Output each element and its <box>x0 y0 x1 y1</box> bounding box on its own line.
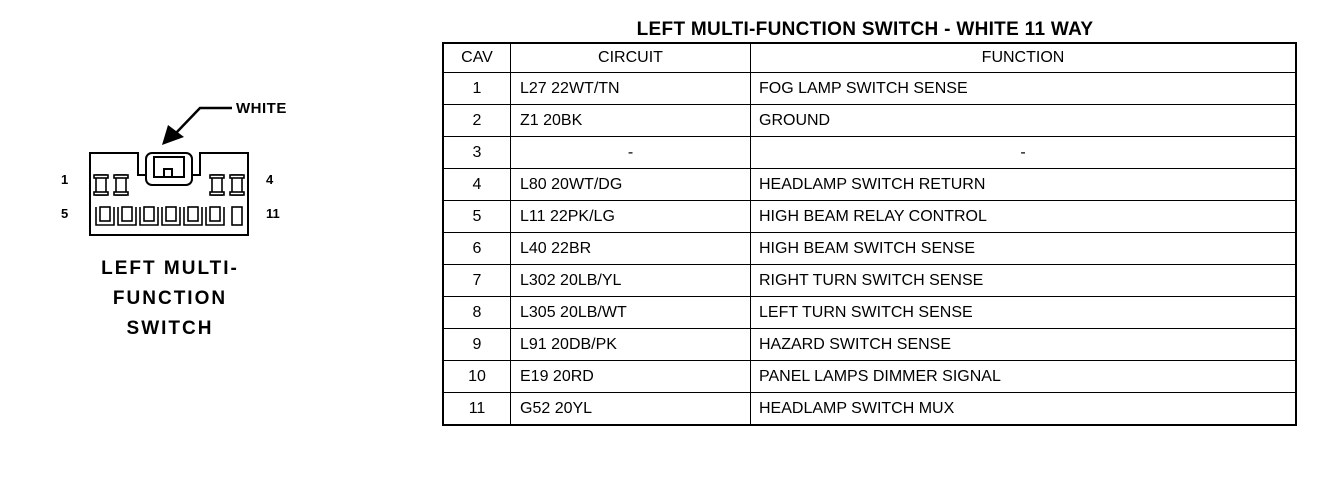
cell-function: FOG LAMP SWITCH SENSE <box>751 73 1297 105</box>
cell-cav: 3 <box>443 137 511 169</box>
cell-cav: 4 <box>443 169 511 201</box>
cell-function: HAZARD SWITCH SENSE <box>751 329 1297 361</box>
cell-circuit: Z1 20BK <box>511 105 751 137</box>
cell-function: LEFT TURN SWITCH SENSE <box>751 297 1297 329</box>
header-circuit: CIRCUIT <box>511 43 751 73</box>
connector-face-drawing <box>70 95 270 245</box>
pin-number-bottom-right: 11 <box>266 206 280 221</box>
cell-cav: 7 <box>443 265 511 297</box>
cell-cav: 1 <box>443 73 511 105</box>
table-row <box>443 297 1296 329</box>
cell-function: HEADLAMP SWITCH RETURN <box>751 169 1297 201</box>
cell-cav: 8 <box>443 297 511 329</box>
callout-arrow <box>176 108 232 133</box>
bottom-row-cavities <box>96 207 242 225</box>
connector-name-line: FUNCTION <box>112 288 228 309</box>
cell-cav: 5 <box>443 201 511 233</box>
pinout-table <box>442 42 1297 426</box>
cell-circuit: L302 20LB/YL <box>511 265 751 297</box>
cell-function: - <box>751 137 1297 169</box>
cell-function: HIGH BEAM RELAY CONTROL <box>751 201 1297 233</box>
pin-number-bottom-left: 5 <box>61 206 69 221</box>
cell-function: HEADLAMP SWITCH MUX <box>751 393 1297 426</box>
connector-name <box>80 254 260 344</box>
table-row <box>443 393 1296 426</box>
table-header-row <box>443 43 1296 73</box>
cell-function: GROUND <box>751 105 1297 137</box>
header-cav: CAV <box>443 43 511 73</box>
cell-cav: 6 <box>443 233 511 265</box>
table-row <box>443 137 1296 169</box>
cell-circuit: L27 22WT/TN <box>511 73 751 105</box>
cell-cav: 2 <box>443 105 511 137</box>
cell-circuit: L80 20WT/DG <box>511 169 751 201</box>
table-row <box>443 233 1296 265</box>
pin-number-top-left: 1 <box>61 172 69 187</box>
cell-circuit: L91 20DB/PK <box>511 329 751 361</box>
cell-function: PANEL LAMPS DIMMER SIGNAL <box>751 361 1297 393</box>
table-row <box>443 361 1296 393</box>
connector-color-label: WHITE <box>236 100 287 117</box>
table-row <box>443 201 1296 233</box>
table-row <box>443 73 1296 105</box>
cell-cav: 11 <box>443 393 511 426</box>
cell-function: RIGHT TURN SWITCH SENSE <box>751 265 1297 297</box>
table-title: LEFT MULTI-FUNCTION SWITCH - WHITE 11 WAY <box>636 19 1094 40</box>
cell-circuit: L11 22PK/LG <box>511 201 751 233</box>
table-row <box>443 329 1296 361</box>
cell-circuit: L40 22BR <box>511 233 751 265</box>
cell-function: HIGH BEAM SWITCH SENSE <box>751 233 1297 265</box>
table-row <box>443 105 1296 137</box>
cell-circuit: G52 20YL <box>511 393 751 426</box>
table-row <box>443 169 1296 201</box>
cell-cav: 9 <box>443 329 511 361</box>
connector-name-line: SWITCH <box>126 318 214 339</box>
header-function: FUNCTION <box>751 43 1297 73</box>
cell-circuit: E19 20RD <box>511 361 751 393</box>
cell-cav: 10 <box>443 361 511 393</box>
connector-name-line: LEFT MULTI- <box>101 258 239 279</box>
pin-number-top-right: 4 <box>266 172 274 187</box>
table-row <box>443 265 1296 297</box>
connector-diagram <box>0 0 340 502</box>
cell-circuit: - <box>511 137 751 169</box>
cell-circuit: L305 20LB/WT <box>511 297 751 329</box>
